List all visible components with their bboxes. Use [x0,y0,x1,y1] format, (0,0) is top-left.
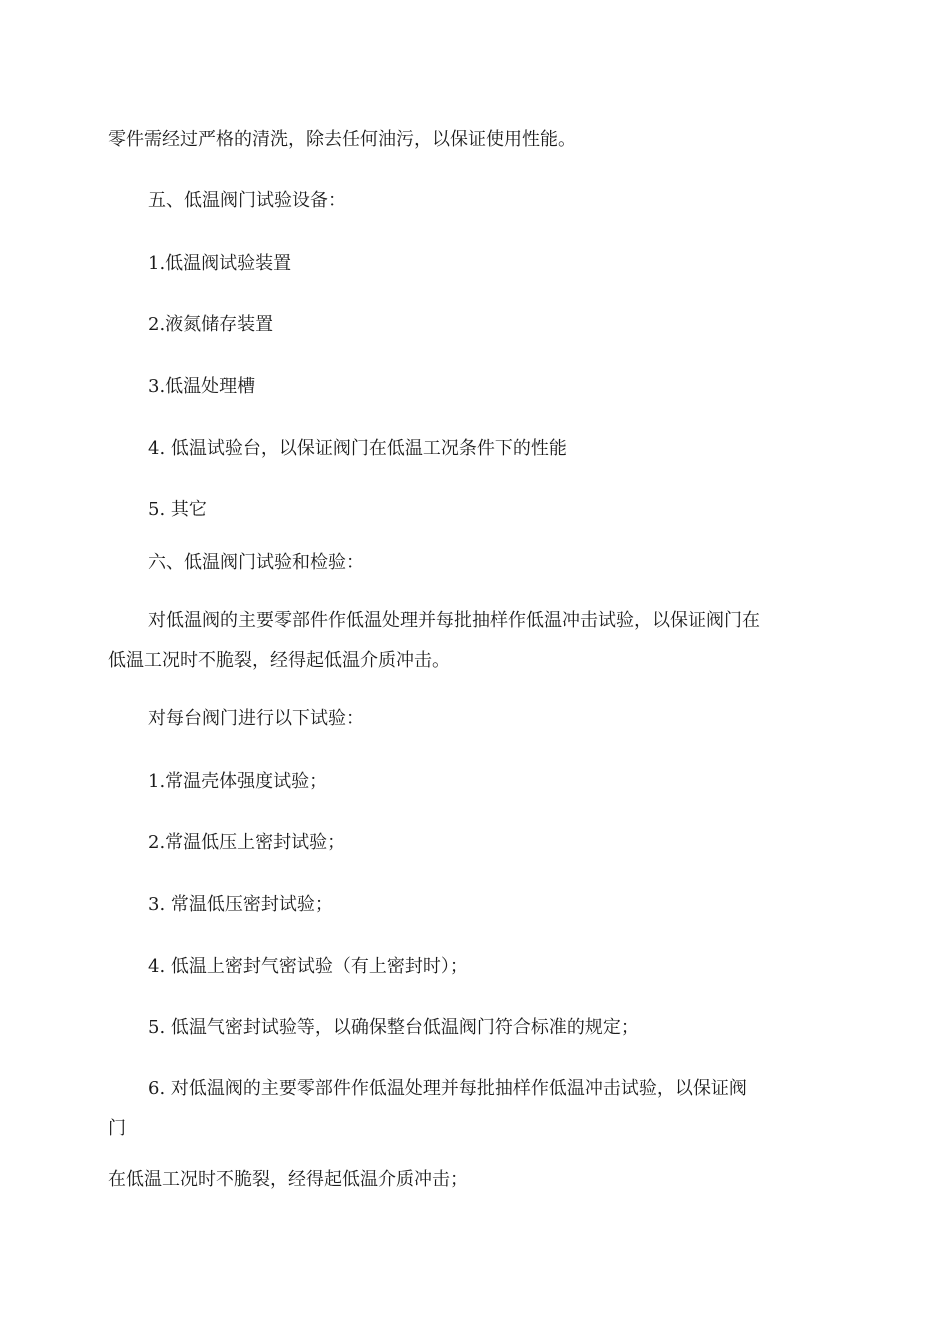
list-item-test-2: 2.常温低压上密封试验； [148,832,346,853]
list-item-test-5: 5. 低温气密封试验等，以确保整台低温阀门符合标准的规定； [148,1017,639,1038]
list-item-test-4: 4. 低温上密封气密试验（有上密封时）； [148,956,468,977]
list-item-test-6-line-2: 门 [108,1118,126,1139]
list-item-equipment-2: 2.液氮储存装置 [148,314,274,335]
list-item-equipment-1: 1.低温阀试验装置 [148,253,292,274]
list-item-test-6-line-3: 在低温工况时不脆裂，经得起低温介质冲击； [108,1169,468,1190]
paragraph-testing-line-1: 对低温阀的主要零部件作低温处理并每批抽样作低温冲击试验，以保证阀门在 [148,610,760,631]
list-item-equipment-4: 4. 低温试验台，以保证阀门在低温工况条件下的性能 [148,438,567,459]
list-item-test-6-line-1: 6. 对低温阀的主要零部件作低温处理并每批抽样作低温冲击试验，以保证阀 [148,1078,747,1099]
list-item-test-3: 3. 常温低压密封试验； [148,894,333,915]
paragraph-testing-line-2: 低温工况时不脆裂，经得起低温介质冲击。 [108,650,450,671]
paragraph-tests-intro: 对每台阀门进行以下试验： [148,708,364,729]
list-item-equipment-3: 3.低温处理槽 [148,376,256,397]
section-heading-equipment: 五、低温阀门试验设备： [148,190,346,211]
paragraph-cleaning: 零件需经过严格的清洗，除去任何油污，以保证使用性能。 [108,129,576,150]
list-item-test-1: 1.常温壳体强度试验； [148,771,328,792]
list-item-equipment-5: 5. 其它 [148,499,207,520]
section-heading-testing: 六、低温阀门试验和检验： [148,552,364,573]
